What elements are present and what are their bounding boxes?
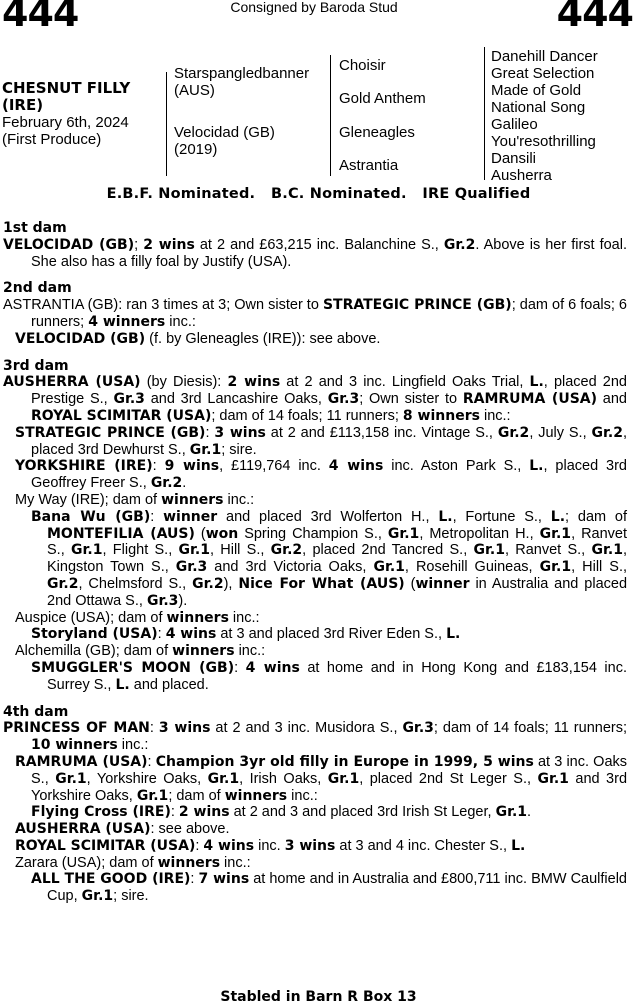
sire-dam: Gold Anthem [339, 90, 426, 107]
fourth-dam-entry: PRINCESS OF MAN: 3 wins at 2 and 3 inc. Musidora S., Gr.3; dam of 14 foals; 11 runners; 10 winners inc.: [3, 720, 627, 754]
pedigree-divider-2 [330, 55, 331, 176]
nominations: E.B.F. Nominated. B.C. Nominated. IRE Qualified [106, 186, 531, 202]
pedigree-divider-1 [166, 72, 167, 176]
first-dam-entry: VELOCIDAD (GB); 2 wins at 2 and £63,215 inc. Balanchine S., Gr.2. Above is her first foal. She also has a filly foal by Justify (USA). [3, 236, 627, 270]
second-dam-heading: 2nd dam [3, 280, 72, 297]
catalogue-body [3, 220, 627, 905]
fourth-dam-heading: 4th dam [3, 703, 69, 720]
produce-auspice: Auspice (USA); dam of winners inc.: [15, 609, 260, 626]
horse-country: (IRE) [2, 96, 44, 114]
gen3-list: Danehill Dancer Great Selection Made of Gold National Song Galileo You'resothrilling Dansili Ausherra [491, 48, 598, 184]
produce-flying-cross: Flying Cross (IRE): 2 wins at 2 and 3 and placed 3rd Irish St Leger, Gr.1. [31, 804, 532, 821]
consignor: Consigned by Baroda Stud [230, 0, 398, 15]
horse-summary [2, 80, 130, 148]
third-dam-heading: 3rd dam [3, 357, 69, 374]
stabling-info: Stabled in Barn R Box 13 [220, 989, 417, 1005]
produce-my-way: My Way (IRE); dam of winners inc.: [15, 491, 255, 508]
produce-storyland: Storyland (USA): 4 wins at 3 and placed 3rd River Eden S., L. [31, 626, 461, 643]
pedigree-divider-3 [484, 47, 485, 180]
produce-yorkshire: YORKSHIRE (IRE): 9 wins, £119,764 inc. 4 wins inc. Aston Park S., L., placed 3rd Geoffrey Freer S., Gr.2. [15, 458, 628, 492]
produce-smugglers-moon: SMUGGLER'S MOON (GB): 4 wins at home and in Hong Kong and £183,154 inc. Surrey S., L. and placed. [31, 659, 627, 693]
produce-note: (First Produce) [2, 131, 102, 148]
lot-number-right: 444 [556, 0, 633, 35]
lot-number: 444 [2, 0, 79, 35]
produce-royal-scimitar: ROYAL SCIMITAR (USA): 4 wins inc. 3 wins at 3 and 4 inc. Chester S., L. [15, 837, 526, 854]
produce-ramruma: RAMRUMA (USA): Champion 3yr old filly in Europe in 1999, 5 wins at 3 inc. Oaks S., Gr.1, Yorkshire Oaks, Gr.1, Irish Oaks, Gr.1, placed 2nd St Leger S., Gr.1 and 3rd Yorkshire Oaks, Gr.1; dam of winners inc.: [15, 753, 628, 804]
produce-all-the-good: ALL THE GOOD (IRE): 7 wins at home and in Australia and £800,711 inc. BMW Caulfield Cup, Gr.1; sire. [31, 871, 627, 905]
produce-ausherra: AUSHERRA (USA): see above. [15, 821, 230, 838]
dam-dam: Astrantia [339, 157, 399, 174]
foaling-date: February 6th, 2024 [2, 114, 129, 131]
dam-sire: Gleneagles [339, 124, 415, 141]
first-dam-heading: 1st dam [3, 220, 67, 236]
produce-alchemilla: Alchemilla (GB); dam of winners inc.: [15, 643, 266, 660]
produce-zarara: Zarara (USA); dam of winners inc.: [15, 854, 251, 871]
dam: Velocidad (GB) (2019) [174, 124, 275, 158]
produce-strategic-prince: STRATEGIC PRINCE (GB): 3 wins at 2 and £113,158 inc. Vintage S., Gr.2, July S., Gr.2, placed 3rd Dewhurst S., Gr.1; sire. [15, 424, 627, 458]
second-dam-produce: VELOCIDAD (GB) (f. by Gleneagles (IRE)): see above. [15, 330, 381, 347]
horse-name: CHESNUT FILLY [2, 79, 131, 97]
third-dam-entry: AUSHERRA (USA) (by Diesis): 2 wins at 2 and 3 inc. Lingfield Oaks Trial, L., placed 2nd Prestige S., Gr.3 and 3rd Lancashire Oaks, Gr.3; Own sister to RAMRUMA (USA) and ROYAL SCIMITAR (USA); dam of 14 foals; 11 runners; 8 winners inc.: [3, 374, 627, 424]
produce-bana-wu: Bana Wu (GB): winner and placed 3rd Wolferton H., L., Fortune S., L.; dam of MONTEFILIA (AUS) (won Spring Champion S., Gr.1, Metropolitan H., Gr.1, Ranvet S., Gr.1, Flight S., Gr.1, Hill S., Gr.2, placed 2nd Tancred S., Gr.1, Ranvet S., Gr.1, Kingston Town S., Gr.3 and 3rd Victoria Oaks, Gr.1, Rosehill Guineas, Gr.1, Hill S., Gr.2, Chelmsford S., Gr.2), Nice For What (AUS) (winner in Australia and placed 2nd Ottawa S., Gr.3). [31, 508, 628, 609]
second-dam-entry: ASTRANTIA (GB): ran 3 times at 3; Own sister to STRATEGIC PRINCE (GB); dam of 6 foals; 6 runners; 4 winners inc.: [3, 297, 627, 330]
sire: Starspangledbanner (AUS) [174, 65, 310, 99]
sire-sire: Choisir [339, 57, 386, 74]
